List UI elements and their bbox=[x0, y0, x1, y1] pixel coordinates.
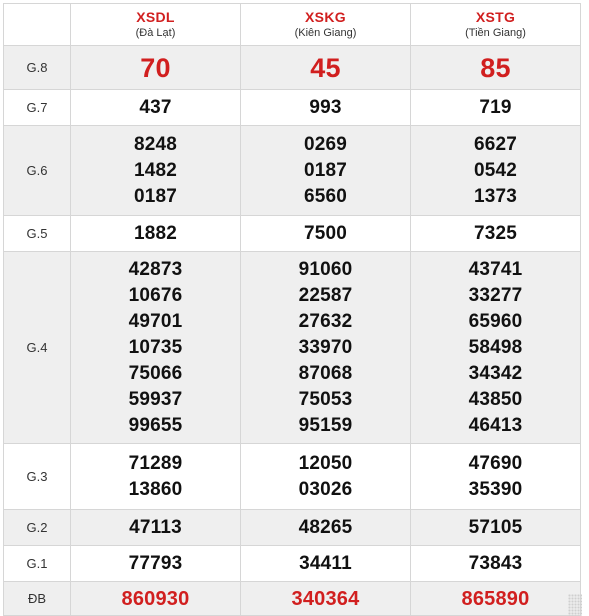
prize-row bbox=[4, 90, 581, 126]
lottery-results-table bbox=[3, 3, 581, 616]
prize-label: G.2 bbox=[4, 510, 71, 546]
prize-number: 45 bbox=[310, 52, 341, 83]
prize-label: G.7 bbox=[4, 90, 71, 126]
prize-cell bbox=[71, 252, 241, 444]
prize-number: 27632 bbox=[298, 310, 353, 332]
prize-label: ĐB bbox=[4, 582, 71, 616]
prize-row bbox=[4, 444, 581, 510]
provider-header-xsdl[interactable] bbox=[71, 4, 241, 46]
prize-number: 993 bbox=[309, 96, 342, 118]
prize-number: 860930 bbox=[121, 587, 190, 610]
prize-number: 437 bbox=[139, 96, 172, 118]
prize-number: 42873 bbox=[128, 258, 183, 280]
prize-cell bbox=[411, 90, 581, 126]
prize-row bbox=[4, 216, 581, 252]
prize-number: 13860 bbox=[128, 478, 183, 500]
prize-number: 10676 bbox=[128, 284, 183, 306]
prize-number: 1482 bbox=[133, 159, 178, 181]
prize-number: 77793 bbox=[128, 552, 183, 574]
provider-name: (Kiên Giang) bbox=[294, 27, 357, 39]
prize-cell bbox=[411, 126, 581, 216]
prize-label: G.3 bbox=[4, 444, 71, 510]
prize-row bbox=[4, 46, 581, 90]
prize-number: 1882 bbox=[133, 222, 178, 244]
prize-number: 35390 bbox=[468, 478, 523, 500]
prize-row bbox=[4, 510, 581, 546]
prize-cell bbox=[241, 582, 411, 616]
prize-number: 6627 bbox=[473, 133, 518, 155]
prize-label: G.1 bbox=[4, 546, 71, 582]
prize-cell bbox=[241, 46, 411, 90]
provider-code[interactable]: XSDL bbox=[136, 9, 175, 25]
prize-cell bbox=[71, 546, 241, 582]
prize-number: 12050 bbox=[298, 452, 353, 474]
prize-number: 719 bbox=[479, 96, 512, 118]
provider-code[interactable]: XSKG bbox=[305, 9, 346, 25]
prize-number: 33970 bbox=[298, 336, 353, 358]
prize-cell bbox=[411, 546, 581, 582]
provider-header-xskg[interactable] bbox=[241, 4, 411, 46]
prize-number: 03026 bbox=[298, 478, 353, 500]
provider-name: (Tiền Giang) bbox=[465, 27, 526, 39]
prize-number: 49701 bbox=[128, 310, 183, 332]
prize-number: 91060 bbox=[298, 258, 353, 280]
prize-number: 7500 bbox=[303, 222, 348, 244]
provider-name: (Đà Lạt) bbox=[135, 27, 176, 39]
prize-number: 0187 bbox=[303, 159, 348, 181]
prize-number: 8248 bbox=[133, 133, 178, 155]
prize-number: 70 bbox=[140, 52, 171, 83]
prize-number: 73843 bbox=[468, 552, 523, 574]
prize-cell bbox=[71, 126, 241, 216]
prize-number: 58498 bbox=[468, 336, 523, 358]
prize-cell bbox=[71, 444, 241, 510]
prize-number: 22587 bbox=[298, 284, 353, 306]
prize-cell bbox=[411, 510, 581, 546]
prize-number: 0269 bbox=[303, 133, 348, 155]
prize-number: 48265 bbox=[298, 516, 353, 538]
prize-cell bbox=[71, 216, 241, 252]
resize-grip bbox=[568, 594, 582, 616]
prize-number: 34342 bbox=[468, 362, 523, 384]
prize-number: 0187 bbox=[133, 185, 178, 207]
prize-number: 1373 bbox=[473, 185, 518, 207]
prize-cell bbox=[241, 126, 411, 216]
prize-number: 340364 bbox=[291, 587, 360, 610]
prize-cell bbox=[411, 46, 581, 90]
corner-cell bbox=[4, 4, 71, 46]
prize-rows bbox=[4, 46, 581, 616]
prize-number: 85 bbox=[480, 52, 511, 83]
prize-number: 0542 bbox=[473, 159, 518, 181]
prize-cell bbox=[71, 46, 241, 90]
provider-code[interactable]: XSTG bbox=[475, 9, 516, 25]
prize-number: 47690 bbox=[468, 452, 523, 474]
prize-cell bbox=[411, 444, 581, 510]
prize-number: 95159 bbox=[298, 414, 353, 436]
prize-cell bbox=[71, 582, 241, 616]
prize-label: G.8 bbox=[4, 46, 71, 90]
prize-cell bbox=[241, 216, 411, 252]
prize-cell bbox=[241, 252, 411, 444]
prize-number: 71289 bbox=[128, 452, 183, 474]
prize-label: G.4 bbox=[4, 252, 71, 444]
prize-cell bbox=[71, 90, 241, 126]
prize-row bbox=[4, 546, 581, 582]
prize-cell bbox=[411, 582, 581, 616]
prize-row bbox=[4, 126, 581, 216]
prize-label: G.5 bbox=[4, 216, 71, 252]
prize-row bbox=[4, 582, 581, 616]
prize-row bbox=[4, 252, 581, 444]
prize-number: 7325 bbox=[473, 222, 518, 244]
prize-number: 43741 bbox=[468, 258, 523, 280]
provider-header-row bbox=[4, 4, 581, 46]
prize-cell bbox=[411, 252, 581, 444]
prize-cell bbox=[241, 444, 411, 510]
prize-number: 57105 bbox=[468, 516, 523, 538]
provider-header-xstg[interactable] bbox=[411, 4, 581, 46]
prize-number: 65960 bbox=[468, 310, 523, 332]
prize-number: 87068 bbox=[298, 362, 353, 384]
prize-number: 75066 bbox=[128, 362, 183, 384]
prize-number: 99655 bbox=[128, 414, 183, 436]
prize-number: 59937 bbox=[128, 388, 183, 410]
prize-number: 6560 bbox=[303, 185, 348, 207]
prize-label: G.6 bbox=[4, 126, 71, 216]
prize-cell bbox=[241, 546, 411, 582]
prize-number: 75053 bbox=[298, 388, 353, 410]
prize-cell bbox=[411, 216, 581, 252]
prize-number: 46413 bbox=[468, 414, 523, 436]
prize-number: 10735 bbox=[128, 336, 183, 358]
prize-cell bbox=[71, 510, 241, 546]
prize-number: 47113 bbox=[129, 516, 182, 538]
prize-number: 34411 bbox=[299, 552, 352, 574]
prize-number: 43850 bbox=[468, 388, 523, 410]
prize-cell bbox=[241, 90, 411, 126]
prize-number: 33277 bbox=[468, 284, 523, 306]
prize-cell bbox=[241, 510, 411, 546]
prize-number: 865890 bbox=[461, 587, 530, 610]
